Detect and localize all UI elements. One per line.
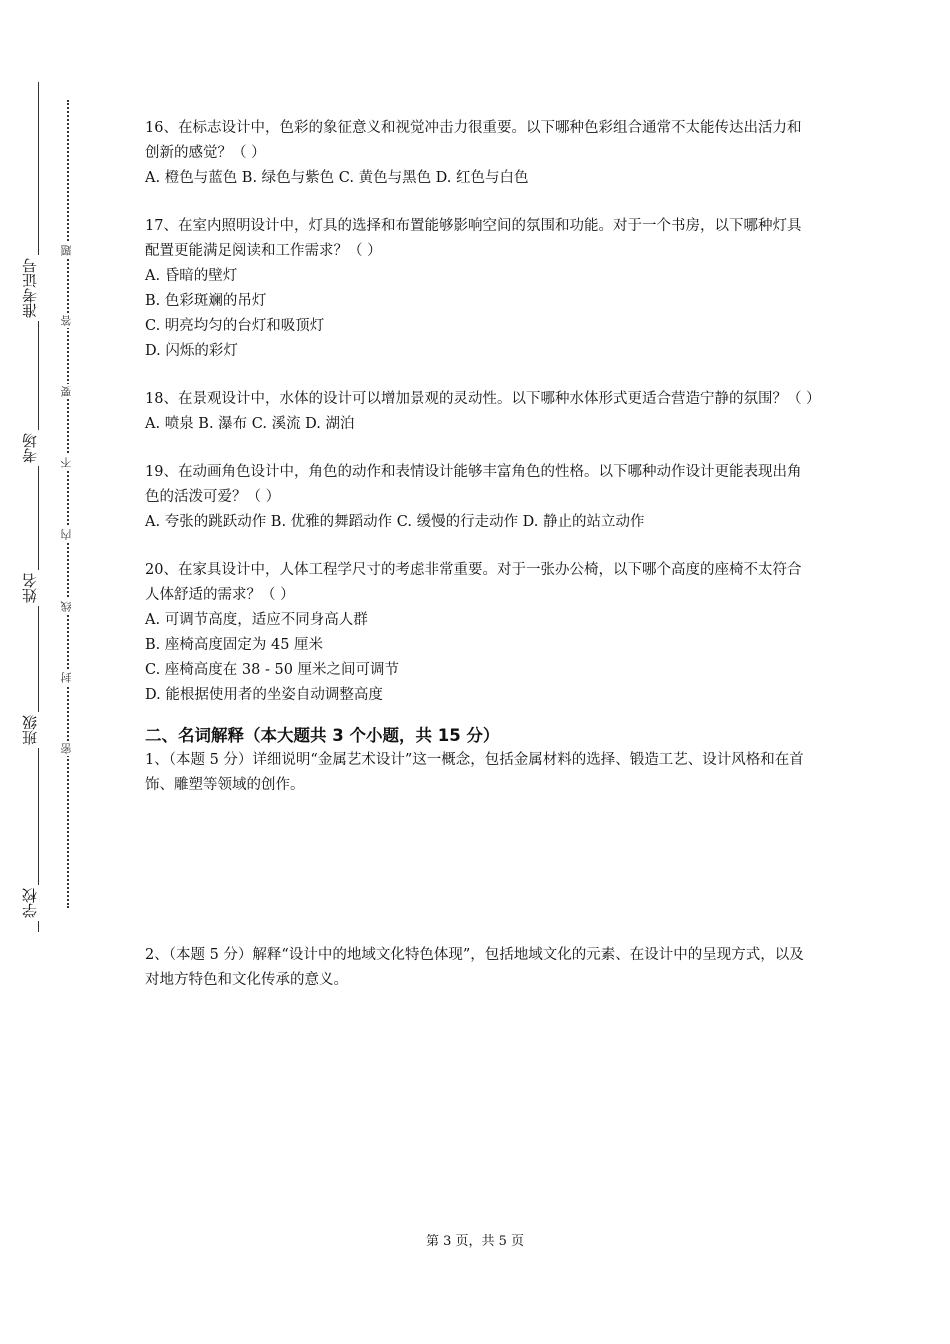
label-class: 班级 <box>21 712 39 748</box>
question-stem: 16、在标志设计中，色彩的象征意义和视觉冲击力很重要。以下哪种色彩组合通常不太能传达出活力和创新的感觉？（ ） <box>145 120 802 161</box>
option-c: C. 座椅高度在 38 - 50 厘米之间可调节 <box>145 662 400 678</box>
seal-char: 不 <box>60 457 73 468</box>
question-20 <box>145 558 815 708</box>
option-d: D. 闪烁的彩灯 <box>145 343 238 359</box>
term-question-1: 1、（本题 5 分）详细说明“金属艺术设计”这一概念，包括金属材料的选择、锻造工艺、设计风格和在首饰、雕塑等领域的创作。 <box>145 752 804 793</box>
seal-char: 密 <box>60 743 73 754</box>
label-exam-room: 考场 <box>21 430 39 466</box>
question-17 <box>145 214 815 364</box>
question-options: A. 橙色与蓝色 B. 绿色与紫色 C. 黄色与黑色 D. 红色与白色 <box>145 170 529 186</box>
section-title: 二、名词解释（本大题共 3 个小题，共 15 分） <box>145 726 500 745</box>
question-stem: 20、在家具设计中，人体工程学尺寸的考虑非常重要。对于一张办公椅，以下哪个高度的座椅不太符合人体舒适的需求？（ ） <box>145 562 802 603</box>
question-18 <box>145 387 821 437</box>
term-question-2: 2、（本题 5 分）解释“设计中的地域文化特色体现”，包括地域文化的元素、在设计中的呈现方式，以及对地方特色和文化传承的意义。 <box>145 947 804 988</box>
option-a: A. 昏暗的壁灯 <box>145 268 238 284</box>
seal-char: 答 <box>60 315 73 326</box>
option-d: D. 能根据使用者的坐姿自动调整高度 <box>145 687 383 703</box>
seal-char: 内 <box>60 529 73 540</box>
seal-char: 封 <box>60 672 73 683</box>
question-options: A. 喷泉 B. 瀑布 C. 溪流 D. 湖泊 <box>145 416 355 432</box>
question-stem: 17、在室内照明设计中，灯具的选择和布置能够影响空间的氛围和功能。对于一个书房，以下哪种灯具配置更能满足阅读和工作需求？（ ） <box>145 218 802 259</box>
label-school: 学校 <box>21 885 39 921</box>
question-19 <box>145 460 815 535</box>
option-b: B. 座椅高度固定为 45 厘米 <box>145 637 324 653</box>
seal-char: 题 <box>60 245 73 256</box>
label-name: 姓名 <box>21 570 39 606</box>
seal-dotted-line <box>67 100 69 908</box>
question-stem: 19、在动画角色设计中，角色的动作和表情设计能够丰富角色的性格。以下哪种动作设计更能表现出角色的活泼可爱？（ ） <box>145 464 802 505</box>
option-b: B. 色彩斑斓的吊灯 <box>145 293 267 309</box>
option-a: A. 可调节高度，适应不同身高人群 <box>145 612 368 628</box>
label-exam-number: 准考证号 <box>21 255 39 321</box>
question-stem: 18、在景观设计中，水体的设计可以增加景观的灵动性。以下哪种水体形式更适合营造宁静的氛围？（ ） <box>145 391 821 407</box>
page-footer: 第 3 页，共 5 页 <box>425 1234 525 1249</box>
binding-line <box>38 82 39 932</box>
question-16 <box>145 116 815 191</box>
option-c: C. 明亮均匀的台灯和吸顶灯 <box>145 318 325 334</box>
seal-char: 要 <box>60 386 73 397</box>
seal-char: 线 <box>60 601 73 612</box>
question-content <box>145 116 821 993</box>
question-options: A. 夸张的跳跃动作 B. 优雅的舞蹈动作 C. 缓慢的行走动作 D. 静止的站立动作 <box>145 514 645 530</box>
